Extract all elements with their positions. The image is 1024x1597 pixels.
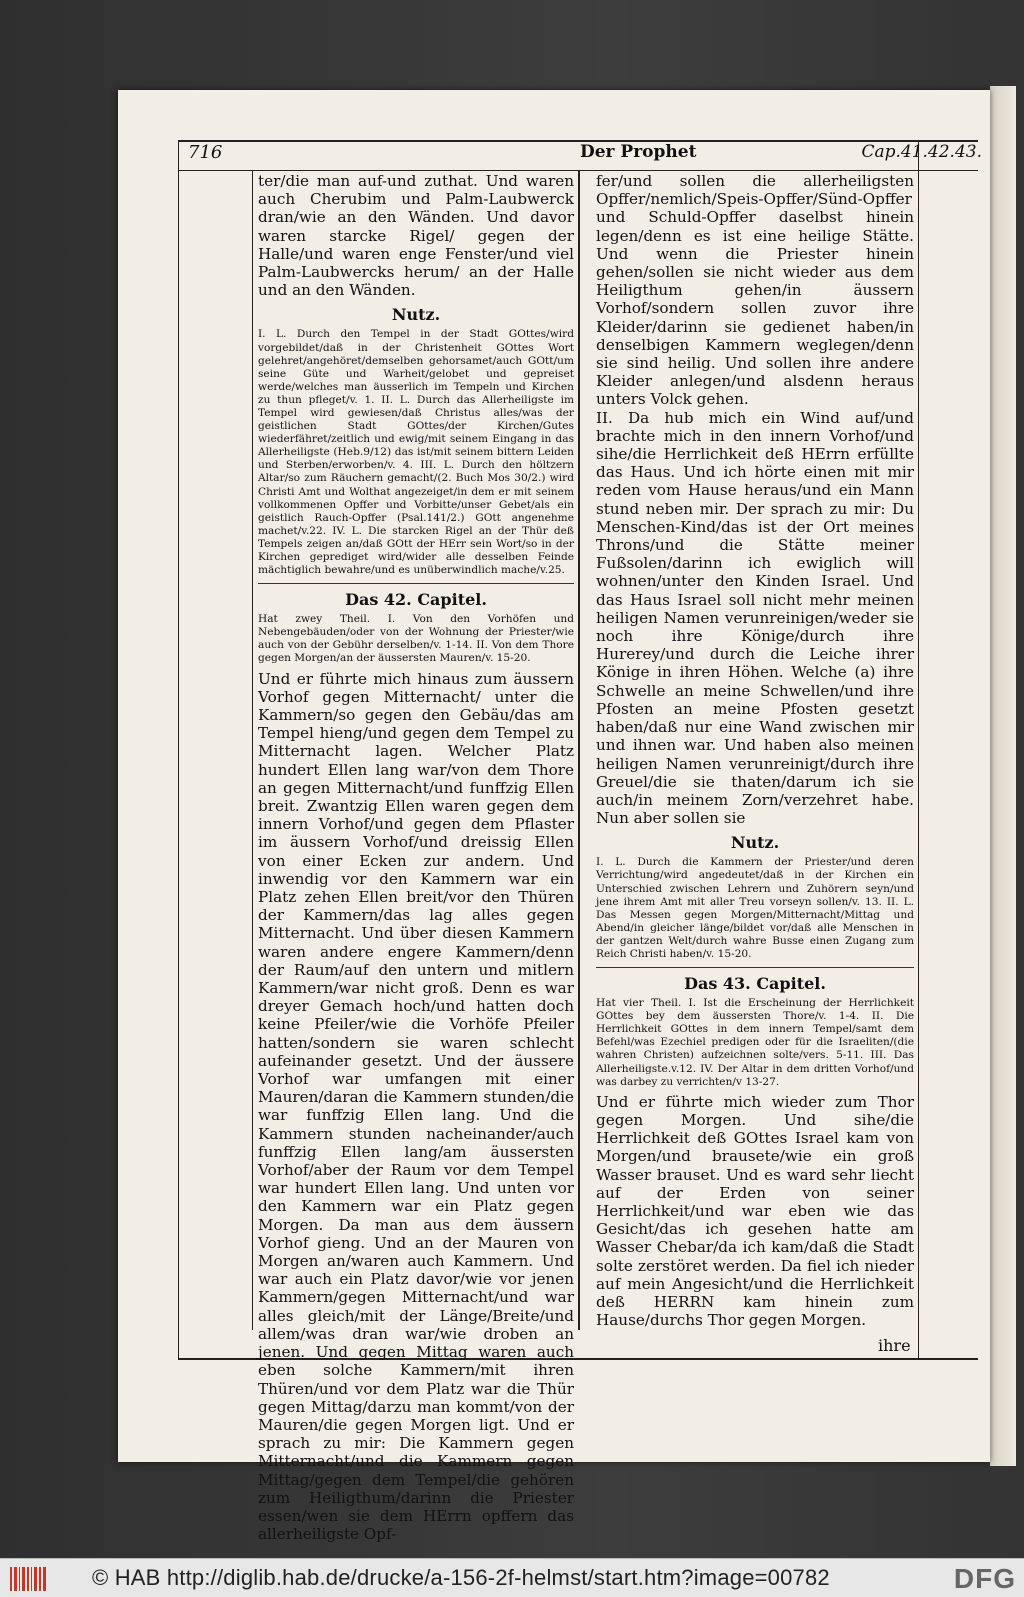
right-nutz-heading: Nutz. — [730, 833, 780, 853]
left-column — [258, 172, 574, 1543]
running-head — [188, 142, 988, 168]
chapter-42-text: Und er führte mich hinaus zum äussern Vorhof gegen Mitternacht/ unter die Kammern/so gegen den Gebäu/das am Tempel hieng/und gegen dem Tempel zu Mitternacht lagen. Welcher Platz hundert Ellen lang war/von dem Thore an gegen Mitternacht/und funffzig Ellen breit. Zwantzig Ellen waren gegen dem innern Vorhof/und gegen dem Pflaster im äussern Vorhof/und dreissig Ellen von einer Ecken zur andern. Und inwendig vor den Kammern war ein Platz zehen Ellen breit/vor den Thüren der Kammern/das lag alles gegen Mitternacht. Und über diesen Kammern waren andere engere Kammern/denn der Raum/auf den untern und mitlern Kammern/war nicht groß. Denn es war dreyer Gemach hoch/und hatten doch keine Pfeiler/wie die Vorhöfe Pfeiler hatten/sondern sie waren schlecht aufeinander gesetzt. Und der äussere Vorhof war umfangen mit einer Mauren/daran die Kammern stunden/die war funffzig Ellen lang. Und die Kammern stunden nacheinander/auch funffzig Ellen lang/am äussersten Vorhof/aber der Raum vor dem Tempel war hundert Ellen lang. Und unten vor den Kammern war ein Platz gegen Morgen. Da man aus dem äussern Vorhof gieng. Und an der Mauren von Morgen an/waren auch Kammern. Und war auch ein Platz davor/wie vor jenen Kammern/gegen Mitternacht/und war alles gleich/mit der Länge/Breite/und allem/was dran war/wie droben an jenen. Und gegen Mittag waren auch eben solche Kammern/mit ihren Thüren/und vor dem Platz war die Thür gegen Mittag/darzu man kommt/von der Mauren/die gegen Morgen ligt. Und er sprach zu mir: Die Kammern gegen Mitternacht/und die Kammern gegen Mittag/gegen dem Tempel/die gehören zum Heiligthum/darinn die Priester essen/wen sie dem HErrn opffern das allerheiligste Opf- — [258, 669, 574, 1544]
right-opening-text: fer/und sollen die allerheiligsten Opffer/nemlich/Speis-Opffer/Sünd-Opffer und Schuld-Opffer daselbst hinein legen/denn es ist eine heilige Stätte. Und wenn die Priester hinein gehen/sollen sie nicht wieder aus dem Heiligthum gehen/in äussern Vorhof/sondern sollen zuvor ihre Kleider/darinn sie gedienet haben/in denselbigen Kammern weglegen/denn sie sind heilig. Und sollen ihre andere Kleider anlegen/und alsdenn heraus unters Volck gehen. — [596, 172, 914, 409]
left-margin-rule — [252, 170, 253, 1330]
left-nutz-heading: Nutz. — [391, 305, 441, 325]
chapter-43-summary: Hat vier Theil. I. Ist die Erscheinung der Herrlichkeit GOttes bey dem äussersten Thore/v. 1-4. II. Die Herrlichkeit GOttes in dem innern Tempel/samt dem Befehl/was Ezechiel predigen oder für die Israeliten/(die wahren Christen) aufzeichnen solte/vers. 5-11. III. Das Allerheiligste.v.12. IV. Der Altar in dem dritten Vorhof/und was darbey zu verrichten/v 13-27. — [596, 997, 914, 1088]
book-title: Der Prophet — [580, 142, 697, 162]
left-border — [178, 140, 179, 1360]
right-nutz-text: I. L. Durch die Kammern der Priester/und deren Verrichtung/wird angedeutet/daß in der Kirchen ein Unterschied zwischen Lehrern und Zuhörern seyn/und jene ihrem Amt mit aller Treu vorseyn sollen/v. 13. II. L. Das Messen gegen Morgen/Mitternacht/Mittag und Abend/in gleicher länge/bildet vor/daß alle Menschen in der gantzen Welt/durch wahre Busse einen Zugang zum Reich Christi haben/v. 15-20. — [596, 856, 914, 960]
left-divider — [258, 583, 574, 584]
right-divider — [596, 967, 914, 968]
right-column — [596, 172, 914, 1329]
chapter-range: Cap.41.42.43. — [861, 142, 982, 162]
page-edge — [990, 86, 1016, 1466]
right-margin-rule — [918, 140, 919, 1360]
right-part2-text: II. Da hub mich ein Wind auf/und brachte mich in den innern Vorhof/und sihe/die Herrlichkeit deß HErrn erfüllte das Haus. Und ich hörte einen mit mir reden vom Hause heraus/und ein Mann stund neben mir. Der sprach zu mir: Du Menschen-Kind/das ist der Ort meines Throns/und die Stätte meiner Fußsolen/darinn ich ewiglich will wohnen/unter den Kinden Israel. Und das Haus Israel soll nicht mehr meinen heiligen Namen verunreinigen/weder sie noch ihre Könige/durch ihre Hurerey/und durch die Leiche ihrer Könige in ihren Höhen. Welche (a) ihre Schwelle an meine Schwellen/und ihre Pfosten an meine Pfosten gesetzt haben/daß nur eine Wand zwischen mir und ihnen war. Und haben also meinen heiligen Namen verunreinigt/durch ihre Greuel/die sie thaten/darum ich sie auch/in meinem Zorn/verzehret habe. Nun aber sollen sie — [596, 408, 914, 828]
chapter-43-heading: Das 43. Capitel. — [684, 974, 826, 994]
footer-bar — [0, 1558, 1024, 1597]
source-link[interactable]: © HAB http://diglib.hab.de/drucke/a-156-2f-helmst/start.htm?image=00782 — [92, 1565, 830, 1590]
barcode-icon — [10, 1567, 46, 1591]
chapter-42-summary: Hat zwey Theil. I. Von den Vorhöfen und Nebengebäuden/oder von der Wohnung der Priester/wie auch von der Gebühr derselben/v. 1-14. II. Von dem Thore gegen Morgen/an der äussersten Mauren/v. 15-20. — [258, 613, 574, 665]
left-opening-text: ter/die man auf-und zuthat. Und waren auch Cherubim und Palm-Laubwerck dran/wie an den Wänden. Und davor waren starcke Rigel/ gegen der Halle/und waren enge Fenster/und viel Palm-Laubwercks herum/ an der Halle und an den Wänden. — [258, 172, 574, 300]
catchword: ihre — [878, 1336, 911, 1355]
book-page — [118, 90, 990, 1544]
page-number: 716 — [188, 142, 223, 163]
dfg-logo: DFG — [953, 1563, 1016, 1594]
chapter-43-text: Und er führte mich wieder zum Thor gegen Morgen. Und sihe/die Herrlichkeit deß GOttes Israel kam von Morgen/und brausete/wie ein groß Wasser brauset. Und es ward sehr liecht auf der Erden von seiner Herrlichkeit/und war eben wie das Gesicht/das ich gesehen hatte am Wasser Chebar/da ich kam/daß die Stadt solte zerstöret werden. Da fiel ich nieder auf mein Angesicht/und die Herrlichkeit deß HERRN kam hinein zum Hause/durchs Thor gegen Morgen. — [596, 1092, 914, 1330]
left-nutz-text: I. L. Durch den Tempel in der Stadt GOttes/wird vorgebildet/daß in der Christenheit GOttes Wort gelehret/angehöret/demselben gehorsamet/auch GOtt/um seine Güte und Warheit/gelobet und gepreiset werde/welches man äusserlich im Tempeln und Kirchen zu thun pfleget/v. 1. II. L. Durch das Allerheiligste im Tempel wird gewiesen/daß Christus alles/was der geistlichen Stadt GOttes/der Kirchen/Gutes wiederfähret/zeitlich und ewig/mit seinem Eingang in das Allerheiligste (Heb.9/12) das ist/mit seinem bittern Leiden und Sterben/erworben/v. 4. III. L. Durch den höltzern Altar/so zum Räuchern gemacht/(2. Buch Mos 30/2.) wird Christi Amt und Wolthat angezeiget/in dem er mit seinem vollkommenen Opffer und Vorbitte/unser Gebet/als ein geistlich Rauch-Opffer (Psal.141/2.) GOtt angenehme machet/v.22. IV. L. Die starcken Rigel an der Thür deß Tempels zeigen an/daß GOtt der HErr sein Wort/so in der Kirchen geprediget wird/wider alle desselben Feinde mächtiglich bewahre/und es unüberwindlich mache/v.25. — [258, 328, 574, 577]
chapter-42-heading: Das 42. Capitel. — [345, 590, 487, 610]
column-divider — [578, 170, 580, 1330]
